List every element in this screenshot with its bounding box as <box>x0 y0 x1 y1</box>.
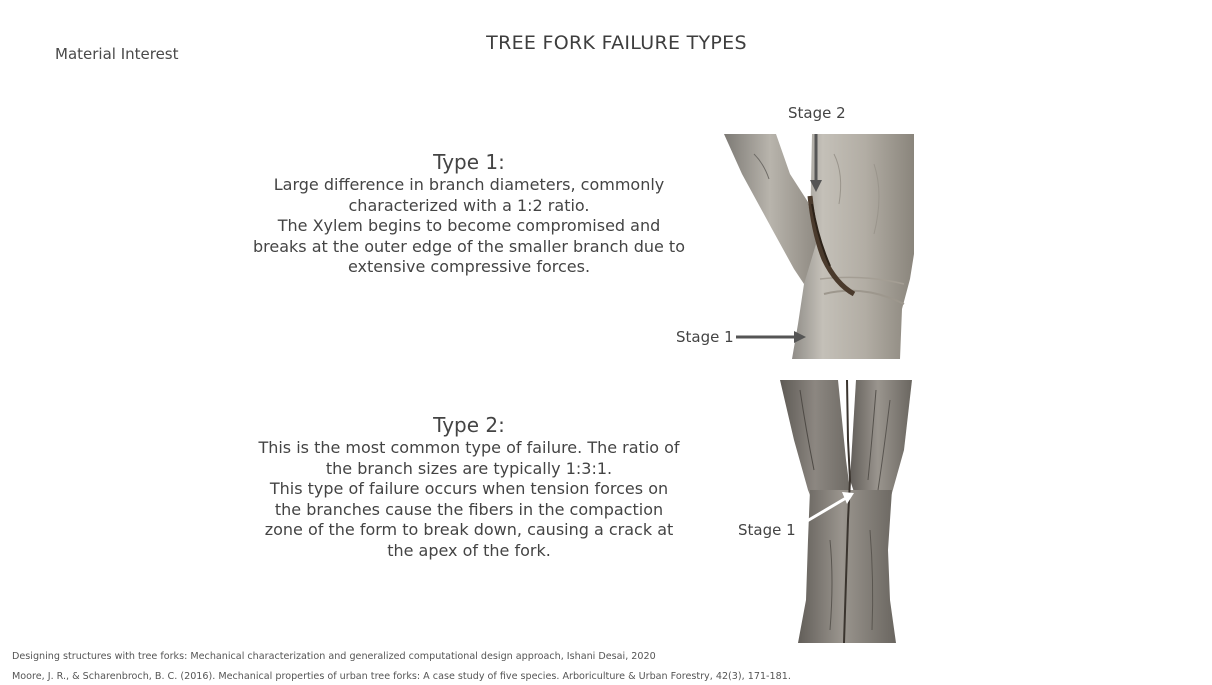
page-title: TREE FORK FAILURE TYPES <box>486 32 747 54</box>
type-2-line: This type of failure occurs when tension forces on <box>269 479 669 498</box>
type-1-description <box>238 149 700 278</box>
type-1-line: The Xylem begins to become compromised and <box>277 216 661 235</box>
type-2-line: This is the most common type of failure. The ratio of <box>258 438 680 457</box>
type-2-line: the branch sizes are typically 1:3:1. <box>325 458 613 478</box>
type-2-line: zone of the form to break down, causing a crack at <box>264 520 674 539</box>
section-label: Material Interest <box>55 45 179 63</box>
type-2-line: the apex of the fork. <box>387 540 551 560</box>
reference-1: Designing structures with tree forks: Mechanical characterization and generalized computational design approach, Ishani Desai, 2020 <box>12 651 656 662</box>
type-2-description <box>238 412 700 561</box>
type-2-fork-photo <box>780 380 914 643</box>
type-1-line: extensive compressive forces. <box>347 257 591 276</box>
type-1-line: Large difference in branch diameters, commonly <box>273 175 665 194</box>
reference-2: Moore, J. R., & Scharenbroch, B. C. (2016). Mechanical properties of urban tree forks: A case study of five species. Arboriculture & Urban Forestry, 42(3), 171-181. <box>12 671 791 682</box>
type-1-stage-1-label: Stage 1 <box>676 328 734 346</box>
type-1-fork-photo <box>724 134 916 359</box>
type-1-stage-1-arrow <box>736 330 808 344</box>
type-2-stage-1-label: Stage 1 <box>738 521 796 539</box>
type-1-line: breaks at the outer edge of the smaller branch due to <box>253 236 685 256</box>
type-1-heading: Type 1: <box>433 150 505 174</box>
type-2-heading: Type 2: <box>433 413 505 437</box>
type-2-line: the branches cause the fibers in the compaction <box>274 499 664 519</box>
type-1-line: characterized with a 1:2 ratio. <box>348 195 590 215</box>
type-1-stage-2-label: Stage 2 <box>788 104 846 122</box>
